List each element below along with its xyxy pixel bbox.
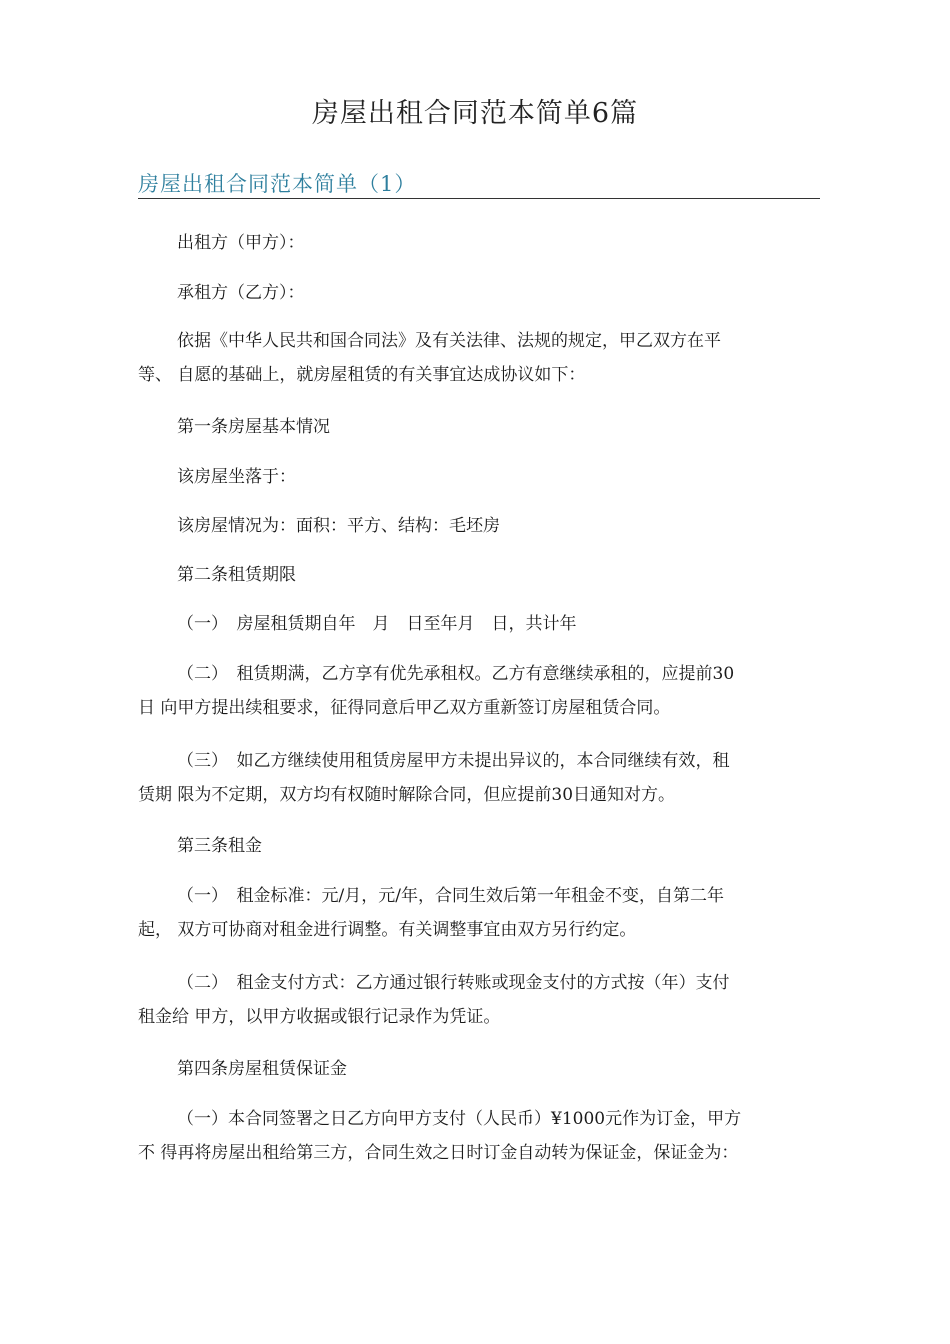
paragraph-condition: [138, 509, 822, 543]
paragraph-line: 起， 双方可协商对租金进行调整。有关调整事宜由双方另行约定。: [138, 920, 637, 940]
document-title: 房屋出租合同范本简单6篇: [311, 98, 639, 129]
section-heading-text: 房屋出租合同范本简单（1）: [138, 172, 417, 196]
paragraph-line: 租金给 甲方，以甲方收据或银行记录作为凭证。: [138, 1007, 501, 1027]
paragraph-lessee: [138, 276, 822, 310]
article-2-heading: [138, 558, 822, 592]
article-3-heading: [138, 829, 822, 863]
paragraph-preamble: [138, 324, 822, 392]
paragraph-line: 等、 自愿的基础上，就房屋租赁的有关事宜达成协议如下：: [138, 365, 586, 385]
paragraph-line: （一）本合同签署之日乙方向甲方支付（人民币）¥1000元作为订金，甲方: [177, 1109, 742, 1129]
clause-2-3: [138, 744, 822, 812]
clause-4-1: [138, 1102, 822, 1170]
paragraph-line: （一） 房屋租赁期自年 月 日至年月 日，共计年: [177, 614, 577, 634]
paragraph-line: 第二条租赁期限: [177, 565, 296, 585]
paragraph-lessor: [138, 226, 822, 260]
clause-3-1: [138, 879, 822, 947]
paragraph-line: （一） 租金标准：元/月，元/年，合同生效后第一年租金不变，自第二年: [177, 886, 724, 906]
paragraph-location: [138, 460, 822, 494]
paragraph-line: 日 向甲方提出续租要求，征得同意后甲乙双方重新签订房屋租赁合同。: [138, 698, 671, 718]
paragraph-line: 承租方（乙方）：: [177, 283, 305, 303]
paragraph-line: （二） 租金支付方式：乙方通过银行转账或现金支付的方式按（年）支付: [177, 973, 730, 993]
paragraph-line: 该房屋情况为：面积：平方、结构：毛坯房: [177, 516, 500, 536]
paragraph-line: 不 得再将房屋出租给第三方，合同生效之日时订金自动转为保证金，保证金为：: [138, 1143, 739, 1163]
paragraph-line: 依据《中华人民共和国合同法》及有关法律、法规的规定，甲乙双方在平: [177, 331, 721, 351]
paragraph-line: （三） 如乙方继续使用租赁房屋甲方未提出异议的，本合同继续有效，租: [177, 751, 730, 771]
section-heading: [138, 170, 820, 199]
clause-2-2: [138, 657, 822, 725]
clause-3-2: [138, 966, 822, 1034]
paragraph-line: 赁期 限为不定期，双方均有权随时解除合同，但应提前30日通知对方。: [138, 785, 676, 805]
paragraph-line: 第四条房屋租赁保证金: [177, 1059, 347, 1079]
article-1-heading: [138, 410, 822, 444]
article-4-heading: [138, 1052, 822, 1086]
paragraph-line: 第一条房屋基本情况: [177, 417, 330, 437]
clause-2-1: [138, 607, 822, 641]
paragraph-line: 出租方（甲方）：: [177, 233, 305, 253]
paragraph-line: （二） 租赁期满，乙方享有优先承租权。乙方有意继续承租的，应提前30: [177, 664, 735, 684]
paragraph-line: 第三条租金: [177, 836, 262, 856]
paragraph-line: 该房屋坐落于：: [177, 467, 296, 487]
